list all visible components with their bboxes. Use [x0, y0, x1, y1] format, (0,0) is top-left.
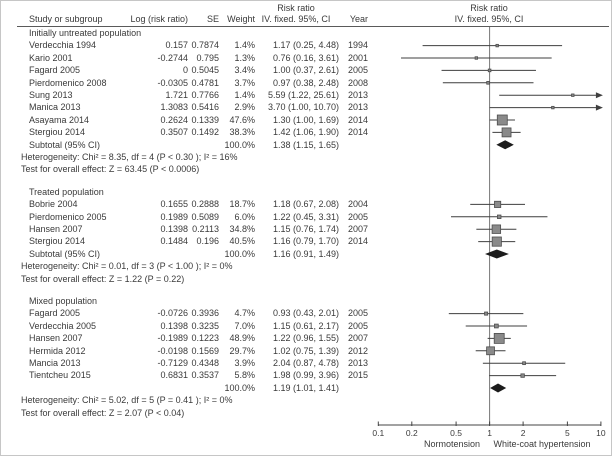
study-effect-ci: 1.22 (0.45, 3.31)	[272, 211, 339, 222]
study-name: Pierdomenico 2005	[29, 211, 107, 222]
effect-column-header-line1: Risk ratio	[277, 3, 315, 13]
study-weight: 47.6%	[229, 114, 255, 125]
section-title: Initially untreated population	[29, 28, 142, 38]
log-rr-column-header: Log (risk ratio)	[130, 14, 188, 24]
study-se: 0.795	[196, 52, 219, 63]
study-weight: 4.7%	[234, 308, 255, 319]
study-name: Mancia 2013	[29, 358, 81, 368]
axis-left-caption: Normotension	[423, 439, 481, 449]
study-log-rr: 0.1484	[160, 236, 188, 247]
study-row	[1, 211, 612, 223]
study-weight: 3.4%	[234, 65, 255, 76]
study-row	[1, 369, 612, 381]
section-title-row	[1, 186, 612, 198]
heterogeneity-row	[1, 151, 612, 163]
study-se: 0.3936	[191, 308, 219, 319]
study-se: 0.196	[196, 236, 219, 247]
study-row	[1, 307, 612, 319]
subtotal-weight: 100.0%	[224, 248, 255, 259]
section-title-row	[1, 295, 612, 307]
x-axis-tick-label: 0.1	[372, 428, 385, 438]
overall-test-text: Test for overall effect: Z = 63.45 (P < 0.0006)	[21, 164, 200, 175]
study-log-rr: -0.2744	[157, 52, 188, 63]
study-name: Hansen 2007	[29, 224, 83, 234]
subtotal-row	[1, 382, 612, 394]
subtotal-weight: 100.0%	[224, 382, 255, 393]
study-effect-ci: 1.17 (0.25, 4.48)	[272, 40, 339, 51]
study-year: 2013	[347, 102, 368, 113]
subtotal-effect-ci: 1.19 (1.01, 1.41)	[272, 382, 339, 393]
overall-test-row	[1, 163, 612, 175]
study-log-rr: 1.721	[165, 90, 188, 100]
study-year: 2007	[347, 333, 368, 344]
subtotal-row	[1, 248, 612, 260]
weight-column-header: Weight	[227, 14, 255, 24]
study-weight: 1.4%	[234, 40, 255, 51]
study-log-rr: -0.0726	[157, 308, 188, 319]
study-se: 0.7766	[191, 90, 219, 100]
study-year: 2007	[347, 224, 368, 234]
study-row	[1, 198, 612, 210]
study-year: 2015	[347, 370, 368, 381]
study-year: 2014	[347, 114, 368, 125]
study-log-rr: 0.1989	[160, 211, 188, 222]
study-se: 0.5416	[191, 102, 219, 113]
x-axis-tick-label: 10	[596, 428, 606, 438]
study-log-rr: 0.1655	[160, 199, 188, 210]
study-name: Stergiou 2014	[29, 127, 86, 138]
study-se: 0.4348	[191, 358, 219, 368]
overall-test-text: Test for overall effect: Z = 2.07 (P < 0.04)	[21, 407, 185, 418]
study-effect-ci: 1.15 (0.61, 2.17)	[272, 320, 339, 331]
study-name: Fagard 2005	[29, 308, 81, 319]
x-axis-tick-label: 5	[565, 428, 570, 438]
study-se: 0.3537	[191, 370, 219, 381]
effect-column-header-line2: IV. fixed. 95%, CI	[261, 14, 331, 24]
study-name: Bobrie 2004	[29, 199, 78, 210]
study-se: 0.4781	[191, 77, 219, 88]
overall-test-row	[1, 407, 612, 419]
study-row	[1, 320, 612, 332]
study-weight: 7.0%	[234, 320, 255, 331]
study-name: Sung 2013	[29, 90, 73, 100]
study-name: Hermida 2012	[29, 345, 86, 356]
study-name: Manica 2013	[29, 102, 81, 113]
study-name: Asayama 2014	[29, 114, 90, 125]
study-se: 0.1223	[191, 333, 219, 344]
study-log-rr: 0.3507	[160, 127, 188, 138]
study-log-rr: 0.157	[165, 40, 188, 51]
study-weight: 1.4%	[234, 90, 255, 100]
study-se: 0.1569	[191, 345, 219, 356]
heterogeneity-row	[1, 394, 612, 406]
study-name: Fagard 2005	[29, 65, 81, 76]
study-se: 0.5045	[191, 65, 219, 76]
study-row	[1, 101, 612, 113]
study-year: 2012	[347, 345, 368, 356]
study-weight: 6.0%	[234, 211, 255, 222]
study-effect-ci: 1.16 (0.79, 1.70)	[272, 236, 339, 247]
study-row	[1, 52, 612, 64]
x-axis-tick-label: 0.2	[405, 428, 418, 438]
study-effect-ci: 1.42 (1.06, 1.90)	[272, 127, 339, 138]
study-name: Tientcheu 2015	[29, 370, 91, 381]
study-row	[1, 223, 612, 235]
study-row	[1, 77, 612, 89]
study-se: 0.3235	[191, 320, 219, 331]
subtotal-effect-ci: 1.38 (1.15, 1.65)	[272, 139, 339, 150]
study-se: 0.2888	[191, 199, 219, 210]
study-row	[1, 345, 612, 357]
section-title: Mixed population	[29, 296, 98, 306]
study-weight: 29.7%	[229, 345, 255, 356]
study-row	[1, 64, 612, 76]
study-log-rr: 1.3083	[160, 102, 188, 113]
subtotal-effect-ci: 1.16 (0.91, 1.49)	[272, 248, 339, 259]
se-column-header: SE	[206, 14, 219, 24]
study-effect-ci: 1.15 (0.76, 1.74)	[272, 224, 339, 234]
study-weight: 40.5%	[229, 236, 255, 247]
study-year: 2013	[347, 358, 368, 368]
study-se: 0.1492	[191, 127, 219, 138]
study-se: 0.5089	[191, 211, 219, 222]
study-year: 1994	[347, 40, 368, 51]
heterogeneity-text: Heterogeneity: Chi² = 0.01, df = 3 (P < 1.00 ); I² = 0%	[21, 261, 233, 272]
study-log-rr: -0.0305	[157, 77, 188, 88]
study-weight: 1.3%	[234, 52, 255, 63]
study-log-rr: -0.7129	[157, 358, 188, 368]
study-log-rr: 0.1398	[160, 224, 188, 234]
subtotal-label: Subtotal (95% CI)	[29, 139, 101, 150]
study-year: 2013	[347, 90, 368, 100]
subtotal-weight: 100.0%	[224, 139, 255, 150]
study-year: 2004	[347, 199, 368, 210]
study-row	[1, 39, 612, 51]
study-year: 2014	[347, 127, 368, 138]
study-effect-ci: 5.59 (1.22, 25.61)	[267, 90, 339, 100]
study-year: 2008	[347, 77, 368, 88]
study-name: Stergiou 2014	[29, 236, 86, 247]
heterogeneity-row	[1, 260, 612, 272]
study-effect-ci: 0.93 (0.43, 2.01)	[272, 308, 339, 319]
heterogeneity-text: Heterogeneity: Chi² = 5.02, df = 5 (P = 0.41 ); I² = 0%	[21, 395, 233, 406]
section-title: Treated population	[29, 186, 104, 197]
study-name: Pierdomenico 2008	[29, 77, 107, 88]
study-weight: 38.3%	[229, 127, 255, 138]
study-se: 0.2113	[192, 224, 219, 234]
study-row	[1, 357, 612, 369]
section-title-row	[1, 27, 612, 39]
x-axis-tick-label: 2	[520, 428, 526, 438]
x-axis-tick-label: 0.5	[450, 428, 462, 438]
study-weight: 34.8%	[229, 224, 255, 234]
axis-right-caption: White-coat hypertension	[493, 439, 591, 449]
study-se: 0.1339	[191, 114, 219, 125]
study-se: 0.7874	[191, 40, 219, 51]
subtotal-row	[1, 139, 612, 151]
study-effect-ci: 1.18 (0.67, 2.08)	[272, 199, 339, 210]
study-year: 2005	[347, 211, 368, 222]
study-log-rr: 0	[182, 65, 188, 76]
study-weight: 5.8%	[234, 370, 255, 381]
study-weight: 2.9%	[234, 102, 255, 113]
study-year: 2014	[347, 236, 368, 247]
study-row	[1, 126, 612, 138]
study-year: 2005	[347, 65, 368, 76]
study-weight: 18.7%	[229, 199, 255, 210]
study-effect-ci: 1.02 (0.75, 1.39)	[272, 345, 339, 356]
study-weight: 3.7%	[234, 77, 255, 88]
study-effect-ci: 2.04 (0.87, 4.78)	[272, 358, 339, 368]
study-row	[1, 114, 612, 126]
study-row	[1, 235, 612, 247]
study-name: Verdecchia 1994	[29, 40, 97, 51]
study-log-rr: -0.1989	[157, 333, 188, 344]
plot-header-line1: Risk ratio	[470, 3, 508, 13]
study-effect-ci: 0.97 (0.38, 2.48)	[272, 77, 339, 88]
heterogeneity-text: Heterogeneity: Chi² = 8.35, df = 4 (P < 0.30 ); I² = 16%	[21, 152, 238, 162]
study-effect-ci: 1.22 (0.96, 1.55)	[272, 333, 339, 344]
study-name: Hansen 2007	[29, 333, 83, 344]
study-effect-ci: 1.00 (0.37, 2.61)	[272, 65, 339, 76]
study-name: Kario 2001	[29, 52, 73, 63]
study-log-rr: 0.1398	[160, 320, 188, 331]
overall-test-row	[1, 273, 612, 285]
study-log-rr: -0.0198	[157, 345, 188, 356]
study-log-rr: 0.2624	[160, 114, 188, 125]
study-effect-ci: 1.98 (0.99, 3.96)	[272, 370, 339, 381]
subtotal-label: Subtotal (95% CI)	[29, 248, 101, 259]
year-column-header: Year	[349, 14, 368, 24]
study-year: 2005	[347, 308, 368, 319]
x-axis-tick-label: 1	[487, 428, 492, 438]
study-row	[1, 89, 612, 101]
plot-header-line2: IV. fixed. 95%, CI	[454, 14, 524, 24]
study-log-rr: 0.6831	[160, 370, 188, 381]
study-weight: 48.9%	[229, 333, 255, 344]
study-year: 2005	[347, 320, 368, 331]
overall-test-text: Test for overall effect: Z = 1.22 (P = 0.22)	[21, 273, 185, 284]
study-weight: 3.9%	[234, 358, 255, 368]
study-row	[1, 332, 612, 344]
study-effect-ci: 0.76 (0.16, 3.61)	[272, 52, 339, 63]
study-year: 2001	[347, 52, 368, 63]
study-column-header: Study or subgroup	[29, 14, 103, 24]
study-effect-ci: 3.70 (1.00, 10.70)	[267, 102, 339, 113]
study-effect-ci: 1.30 (1.00, 1.69)	[272, 114, 339, 125]
study-name: Verdecchia 2005	[29, 320, 97, 331]
